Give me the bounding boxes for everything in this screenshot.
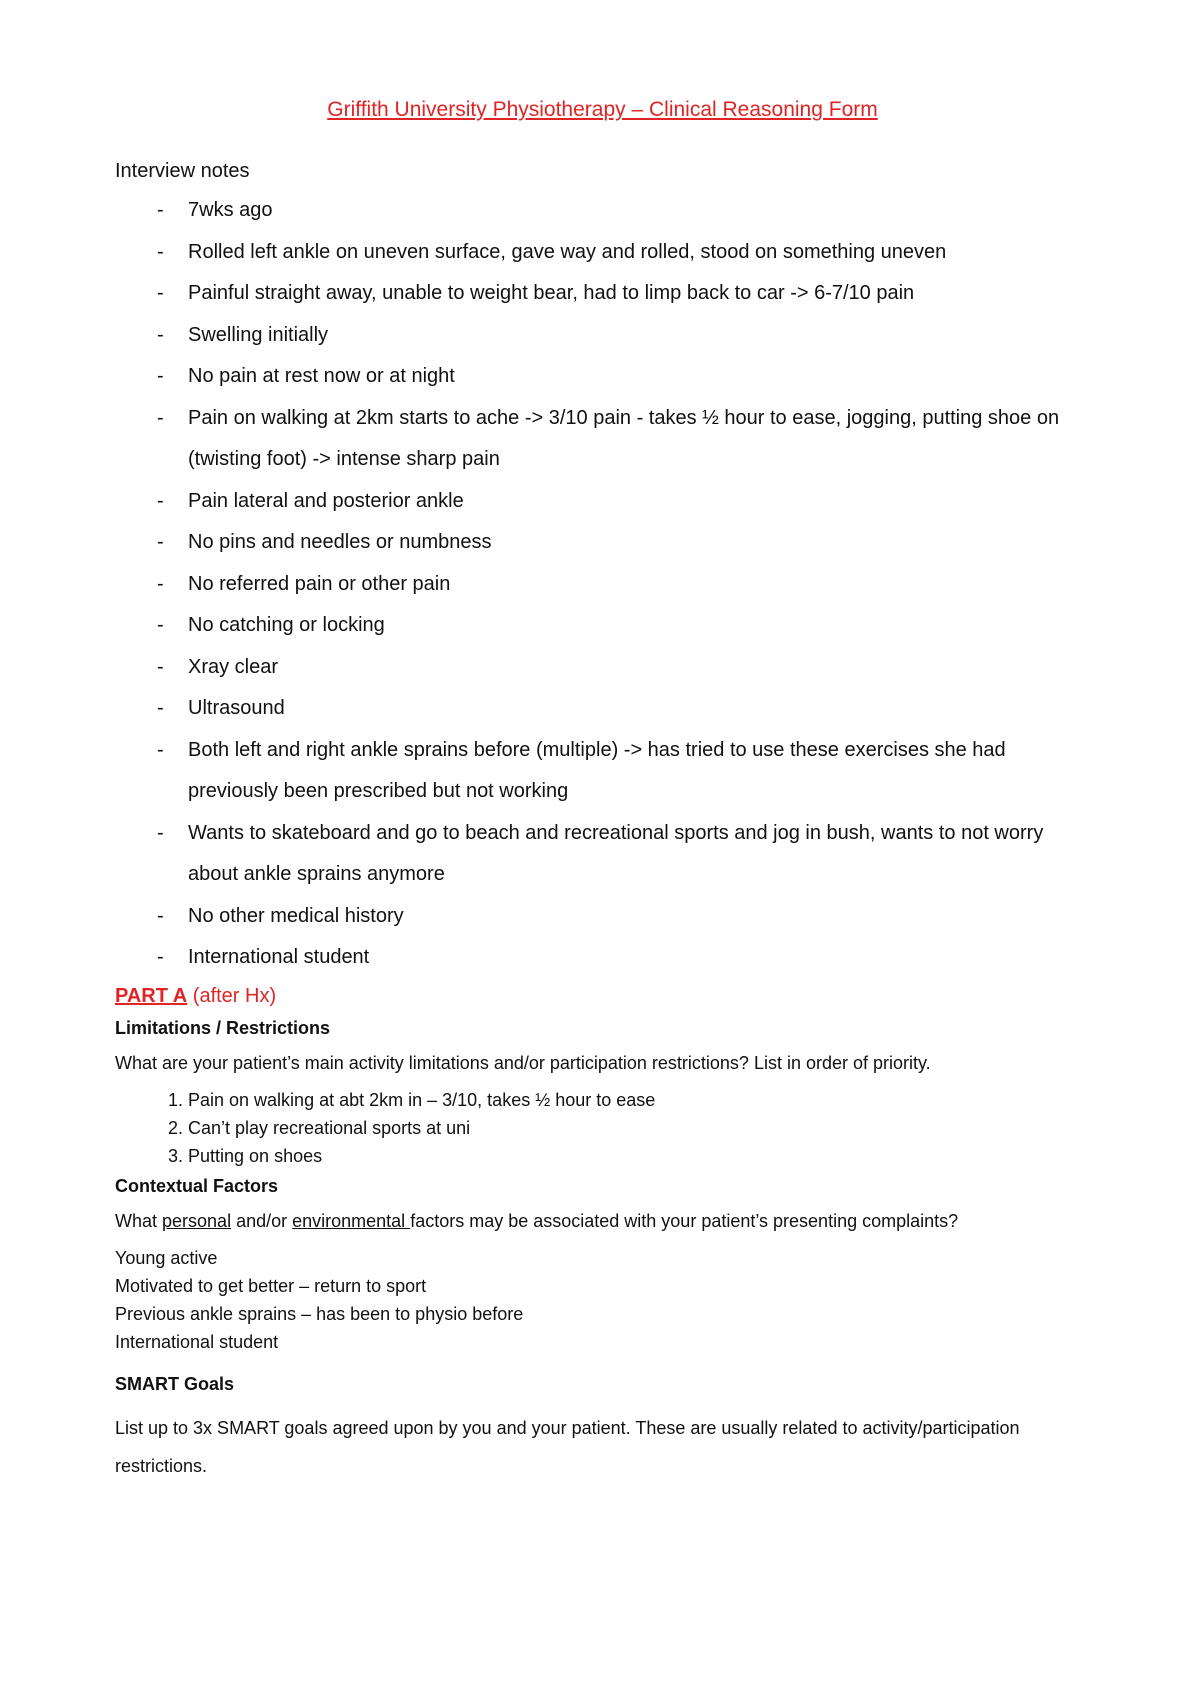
- part-a-label: PART A: [115, 984, 188, 1007]
- interview-notes-section: [115, 160, 1090, 979]
- list-item: - No pins and needles or numbness: [157, 531, 492, 553]
- list-item: - 7wks ago: [157, 199, 273, 221]
- limitations-list: [115, 1086, 1090, 1170]
- list-item: - Swelling initially: [157, 323, 329, 346]
- document-title: Griffith University Physiotherapy – Clinical Reasoning Form: [327, 98, 878, 121]
- contextual-heading: Contextual Factors: [115, 1175, 279, 1196]
- interview-notes-label: Interview notes: [115, 160, 250, 182]
- environmental-underlined: environmental: [292, 1210, 411, 1231]
- list-item: - Xray clear: [157, 655, 279, 678]
- part-a-heading: [115, 985, 1090, 1008]
- list-item: 2. Can’t play recreational sports at uni: [188, 1114, 1090, 1142]
- list-item: - Painful straight away, unable to weight bear, had to limp back to car -> 6-7/10 pain: [157, 282, 915, 304]
- interview-notes-list: [115, 190, 1090, 979]
- list-item: - International student: [157, 946, 370, 968]
- list-item: - No other medical history: [157, 904, 404, 927]
- contextual-answers: [115, 1244, 1090, 1356]
- list-item: - No pain at rest now or at night: [157, 365, 455, 387]
- list-item: - Pain on walking at 2km starts to ache -> 3/10 pain - takes ½ hour to ease, jogging, putting shoe on (twisting foot) -> intense sharp pain: [157, 406, 1060, 470]
- list-item: - Rolled left ankle on uneven surface, gave way and rolled, stood on something uneven: [157, 240, 947, 263]
- list-item: - Wants to skateboard and go to beach and recreational sports and jog in bush, wants to not worry about ankle sprains anymore: [157, 821, 1044, 885]
- limitations-heading: Limitations / Restrictions: [115, 1017, 331, 1038]
- list-item: 1. Pain on walking at abt 2km in – 3/10, takes ½ hour to ease: [188, 1086, 1090, 1114]
- list-item: - No referred pain or other pain: [157, 572, 451, 595]
- list-item: - Ultrasound: [157, 697, 285, 719]
- list-item: Previous ankle sprains – has been to physio before: [115, 1303, 524, 1324]
- list-item: Motivated to get better – return to sport: [115, 1275, 427, 1296]
- smart-goals-instructions: List up to 3x SMART goals agreed upon by you and your patient. These are usually related to activity/participation restrictions.: [115, 1417, 1020, 1476]
- list-item: - Pain lateral and posterior ankle: [157, 489, 464, 512]
- personal-underlined: personal: [162, 1210, 232, 1231]
- contextual-question: What personal and/or environmental factors may be associated with your patient’s presenting complaints?: [115, 1210, 959, 1231]
- list-item: - No catching or locking: [157, 614, 385, 636]
- contextual-section: [115, 1176, 1090, 1356]
- limitations-question: What are your patient’s main activity limitations and/or participation restrictions? List in order of priority.: [115, 1052, 931, 1073]
- smart-goals-section: [115, 1374, 1090, 1485]
- smart-goals-heading: SMART Goals: [115, 1373, 235, 1394]
- list-item: - Both left and right ankle sprains before (multiple) -> has tried to use these exercises she had previously been prescribed but not working: [157, 738, 1006, 802]
- list-item: 3. Putting on shoes: [188, 1142, 1090, 1170]
- part-a-suffix: (after Hx): [192, 984, 277, 1007]
- list-item: International student: [115, 1331, 279, 1352]
- limitations-section: [115, 1018, 1090, 1170]
- list-item: Young active: [115, 1247, 218, 1268]
